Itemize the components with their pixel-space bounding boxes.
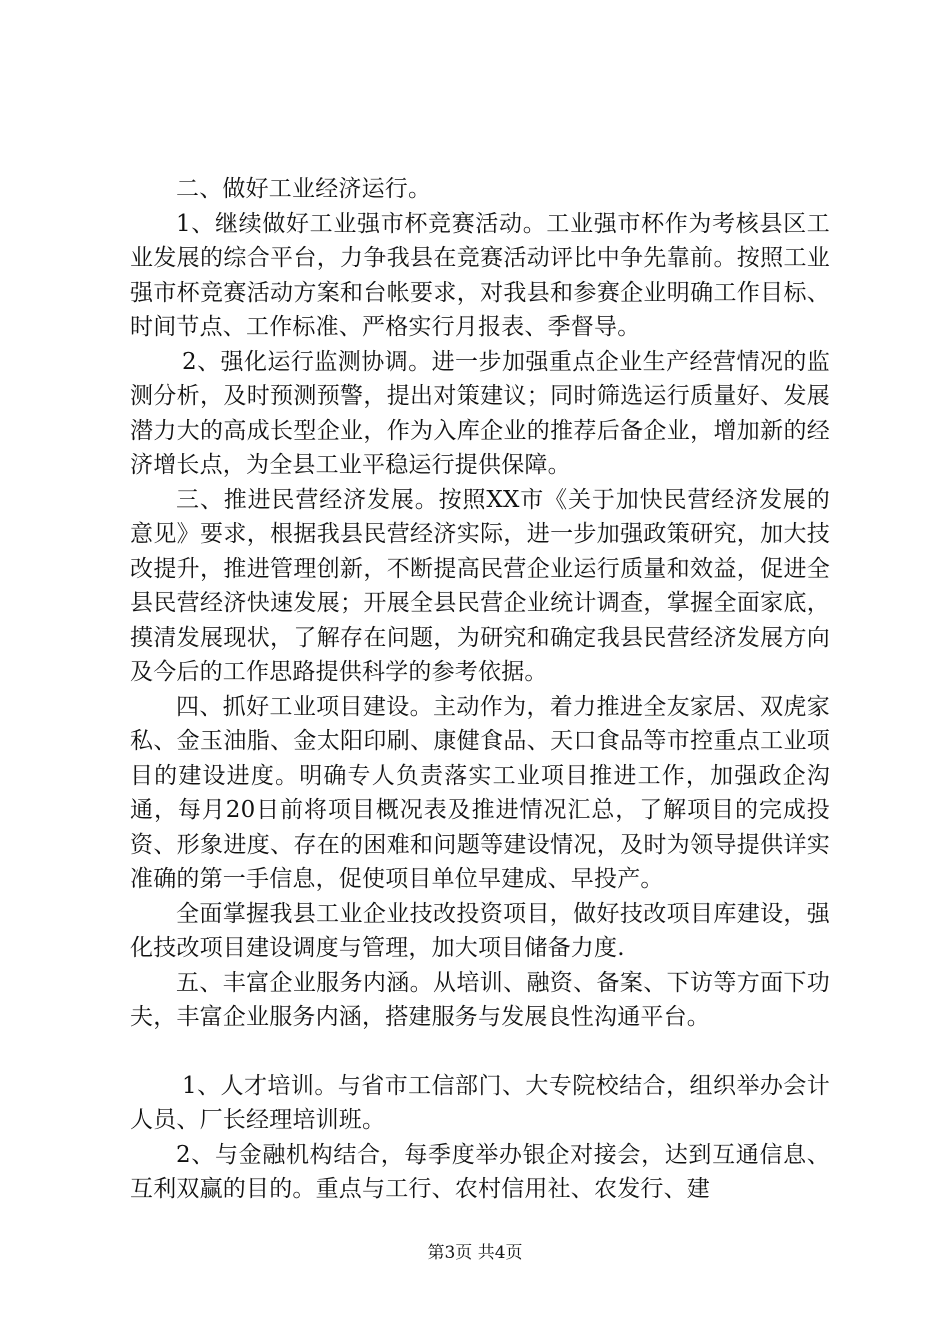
section-heading-2: 二、做好工业经济运行。 xyxy=(176,176,432,202)
page-footer: 第3页 共4页 xyxy=(427,1243,523,1263)
section-heading-4-projects: 四、抓好工业项目建设。主动作为，着力推进全友家居、双虎家私、金玉油脂、金太阳印刷、康健食品、天口食品等市控重点工业项目的建设进度。明确专人负责落实工业项目推进工作，加强政企沟通，每月20日前将项目概况表及推进情况汇总，了解项目的完成投资、形象进度、存在的困难和问题等建设情况，及时为领导提供详实准确的第一手信息，促使项目单位早建成、早投产。 xyxy=(130,693,830,892)
paragraph-monitoring: 2、强化运行监测协调。进一步加强重点企业生产经营情况的监测分析，及时预测预警，提出对策建议；同时筛选运行质量好、发展潜力大的高成长型企业，作为入库企业的推荐后备企业，增加新的经济增长点，为全县工业平稳运行提供保障。 xyxy=(130,348,830,478)
paragraph-finance: 2、与金融机构结合，每季度举办银企对接会，达到互通信息、互利双赢的目的。重点与工行、农村信用社、农发行、建 xyxy=(130,1141,830,1202)
section-heading-3-private-economy: 三、推进民营经济发展。按照XX市《关于加快民营经济发展的意见》要求，根据我县民营经济实际，进一步加强政策研究，加大技改提升，推进管理创新，不断提高民营企业运行质量和效益，促进全县民营经济快速发展；开展全县民营企业统计调查，掌握全面家底，摸清发展现状，了解存在问题，为研究和确定我县民营经济发展方向及今后的工作思路提供科学的参考依据。 xyxy=(130,486,830,685)
paragraph-competition: 1、继续做好工业强市杯竞赛活动。工业强市杯作为考核县区工业发展的综合平台，力争我县在竞赛活动评比中争先靠前。按照工业强市杯竞赛活动方案和台帐要求，对我县和参赛企业明确工作目标、时间节点、工作标准、严格实行月报表、季督导。 xyxy=(130,210,830,340)
document-body xyxy=(130,172,830,1207)
section-heading-5-services: 五、丰富企业服务内涵。从培训、融资、备案、下访等方面下功夫，丰富企业服务内涵，搭建服务与发展良性沟通平台。 xyxy=(130,969,830,1030)
paragraph-talent-training: 1、人才培训。与省市工信部门、大专院校结合，组织举办会计人员、厂长经理培训班。 xyxy=(130,1072,830,1133)
paragraph-tech-upgrade: 全面掌握我县工业企业技改投资项目，做好技改项目库建设，强化技改项目建设调度与管理，加大项目储备力度. xyxy=(130,900,830,961)
